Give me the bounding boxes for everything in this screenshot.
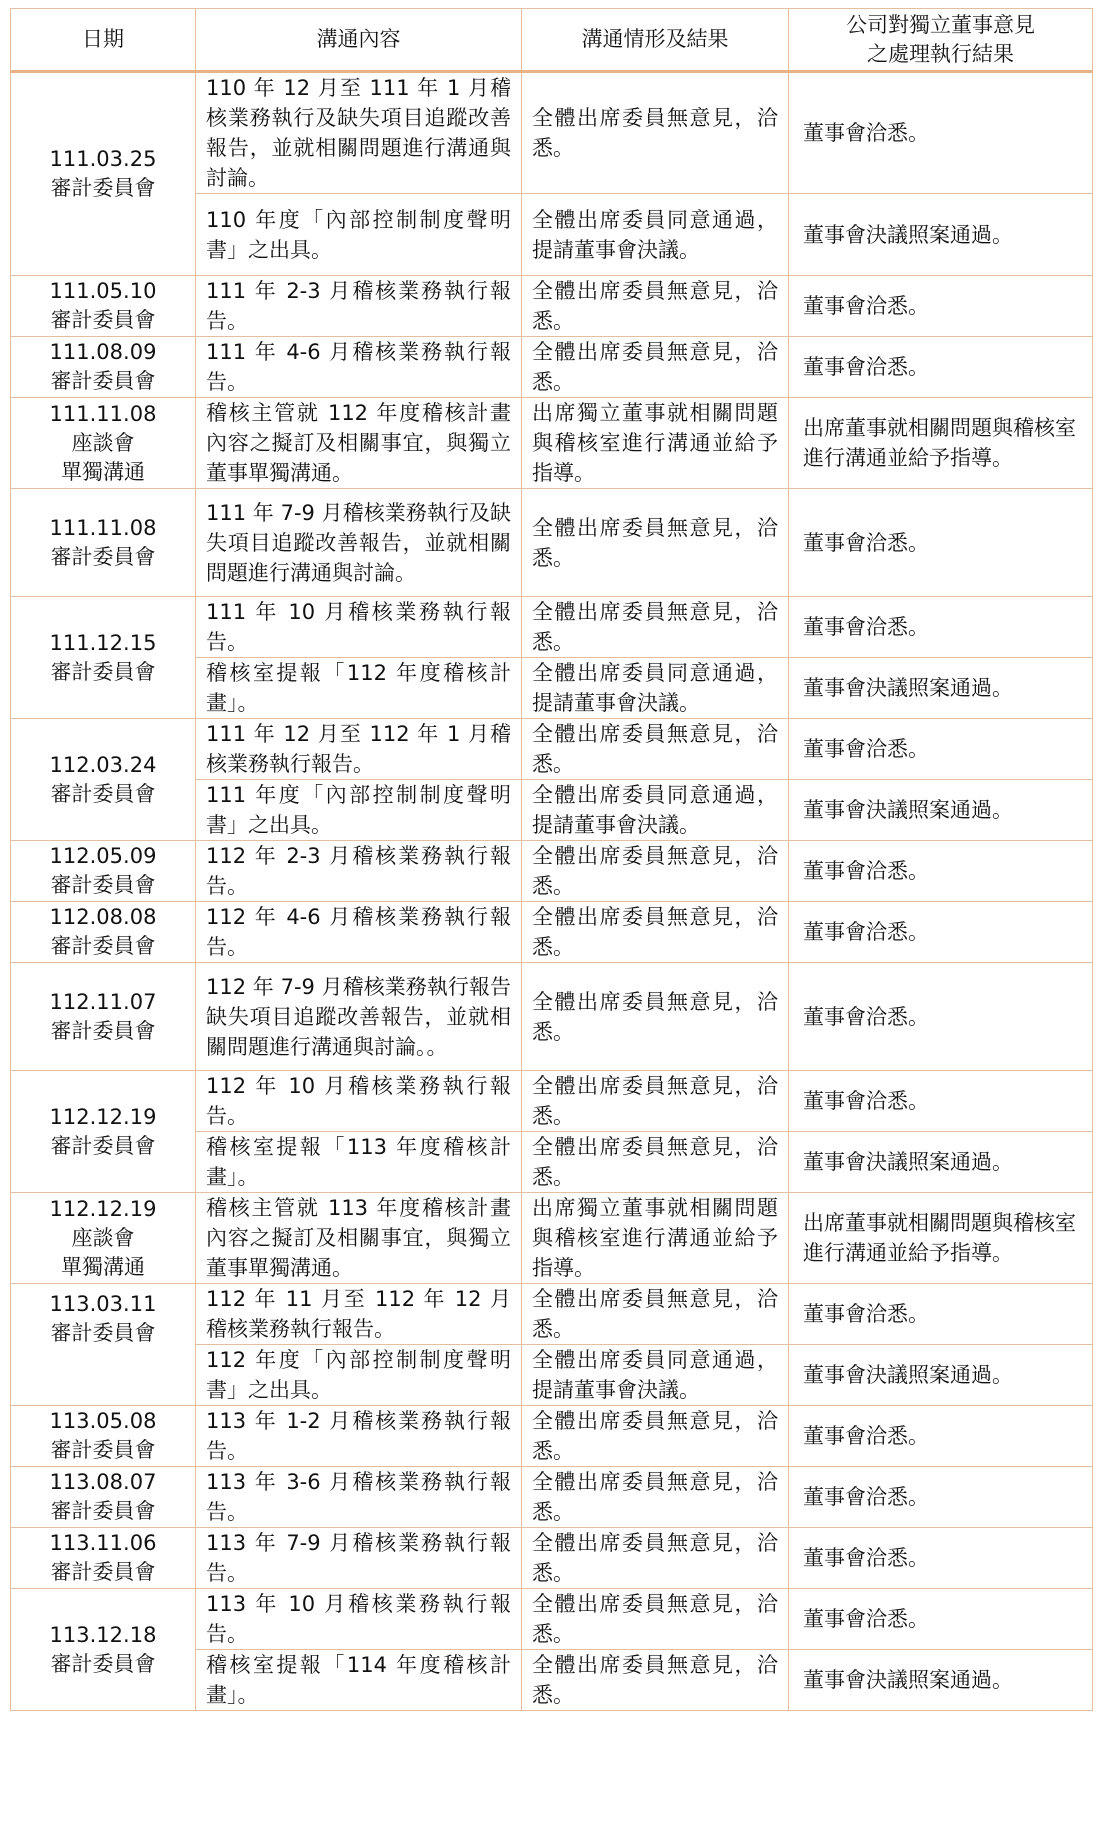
result-cell: 董事會洽悉。 (789, 902, 1093, 963)
table-row (11, 489, 1093, 597)
content-cell: 113 年 7-9 月稽核業務執行報告。 (196, 1528, 522, 1589)
meeting-date: 112.11.07 (49, 989, 157, 1014)
meeting-type: 審計委員會 (50, 781, 156, 806)
status-cell: 全體出席委員無意見，洽悉。 (522, 72, 789, 194)
result-cell: 董事會洽悉。 (789, 489, 1093, 597)
meeting-type: 審計委員會 (50, 1133, 156, 1158)
result-cell: 董事會洽悉。 (789, 1467, 1093, 1528)
table-row (11, 841, 1093, 902)
result-cell: 董事會決議照案通過。 (789, 1132, 1093, 1193)
date-cell (11, 597, 196, 719)
date-cell (11, 1193, 196, 1284)
table-row (11, 1071, 1093, 1132)
status-cell: 全體出席委員同意通過，提請董事會決議。 (522, 1345, 789, 1406)
content-cell: 稽核室提報「114 年度稽核計畫」。 (196, 1650, 522, 1711)
meeting-date: 111.03.25 (49, 147, 157, 171)
content-cell: 112 年 2-3 月稽核業務執行報告。 (196, 841, 522, 902)
meeting-subtype: 單獨溝通 (61, 1254, 145, 1279)
table-row (11, 1589, 1093, 1650)
meeting-type: 審計委員會 (50, 1651, 156, 1676)
status-cell: 全體出席委員無意見，洽悉。 (522, 489, 789, 597)
meeting-date: 112.08.08 (49, 905, 157, 929)
result-cell: 董事會決議照案通過。 (789, 1650, 1093, 1711)
status-cell: 全體出席委員無意見，洽悉。 (522, 337, 789, 398)
status-cell: 全體出席委員無意見，洽悉。 (522, 276, 789, 337)
header-row (11, 9, 1093, 72)
meeting-type: 審計委員會 (50, 176, 156, 200)
date-cell (11, 719, 196, 841)
result-cell: 董事會洽悉。 (789, 1284, 1093, 1345)
content-cell: 稽核主管就 113 年度稽核計畫內容之擬訂及相關事宜，與獨立董事單獨溝通。 (196, 1193, 522, 1284)
table-header (11, 9, 1093, 72)
date-cell (11, 276, 196, 337)
meeting-date: 113.11.06 (49, 1531, 157, 1555)
table-body (11, 72, 1093, 1711)
result-cell: 董事會洽悉。 (789, 72, 1093, 194)
meeting-date: 111.11.08 (49, 515, 157, 540)
content-cell: 113 年 1-2 月稽核業務執行報告。 (196, 1406, 522, 1467)
content-cell: 稽核室提報「113 年度稽核計畫」。 (196, 1132, 522, 1193)
result-cell: 董事會洽悉。 (789, 841, 1093, 902)
table-row (11, 276, 1093, 337)
content-cell: 111 年 10 月稽核業務執行報告。 (196, 597, 522, 658)
result-cell: 董事會決議照案通過。 (789, 1345, 1093, 1406)
status-cell: 全體出席委員同意通過，提請董事會決議。 (522, 658, 789, 719)
content-cell: 112 年 10 月稽核業務執行報告。 (196, 1071, 522, 1132)
status-cell: 全體出席委員無意見，洽悉。 (522, 1406, 789, 1467)
date-cell (11, 72, 196, 276)
date-cell (11, 1406, 196, 1467)
date-cell (11, 1467, 196, 1528)
table-row (11, 337, 1093, 398)
date-cell (11, 337, 196, 398)
meeting-type: 審計委員會 (50, 873, 156, 897)
meeting-date: 112.12.19 (49, 1196, 157, 1221)
result-cell: 董事會洽悉。 (789, 1071, 1093, 1132)
content-cell: 111 年 4-6 月稽核業務執行報告。 (196, 337, 522, 398)
content-cell: 110 年度「內部控制制度聲明書」之出具。 (196, 194, 522, 276)
status-cell: 全體出席委員無意見，洽悉。 (522, 1528, 789, 1589)
document-page (10, 8, 1092, 1711)
date-cell (11, 1284, 196, 1406)
meeting-date: 111.12.15 (49, 630, 157, 655)
table-row (11, 597, 1093, 658)
content-cell: 112 年 11 月至 112 年 12 月稽核業務執行報告。 (196, 1284, 522, 1345)
meeting-subtype: 單獨溝通 (61, 459, 145, 484)
meeting-date: 113.08.07 (49, 1470, 157, 1494)
status-cell: 全體出席委員無意見，洽悉。 (522, 1467, 789, 1528)
status-cell: 全體出席委員無意見，洽悉。 (522, 1650, 789, 1711)
meeting-date: 111.05.10 (49, 279, 157, 303)
table-row (11, 1193, 1093, 1284)
status-cell: 全體出席委員無意見，洽悉。 (522, 902, 789, 963)
result-cell: 董事會洽悉。 (789, 963, 1093, 1071)
content-cell: 113 年 3-6 月稽核業務執行報告。 (196, 1467, 522, 1528)
header-date: 日期 (11, 9, 196, 72)
date-cell (11, 489, 196, 597)
status-cell: 全體出席委員無意見，洽悉。 (522, 719, 789, 780)
content-cell: 111 年 7-9 月稽核業務執行及缺失項目追蹤改善報告，並就相關問題進行溝通與討論。 (196, 489, 522, 597)
table-row (11, 963, 1093, 1071)
meeting-type: 審計委員會 (50, 544, 156, 569)
status-cell: 全體出席委員無意見，洽悉。 (522, 1589, 789, 1650)
meeting-date: 111.11.08 (49, 401, 157, 426)
status-cell: 全體出席委員無意見，洽悉。 (522, 1284, 789, 1345)
result-cell: 董事會洽悉。 (789, 597, 1093, 658)
status-cell: 全體出席委員同意通過，提請董事會決議。 (522, 780, 789, 841)
result-cell: 董事會洽悉。 (789, 719, 1093, 780)
header-result (789, 9, 1093, 72)
table-row (11, 719, 1093, 780)
content-cell: 稽核室提報「112 年度稽核計畫」。 (196, 658, 522, 719)
content-cell: 111 年 12 月至 112 年 1 月稽核業務執行報告。 (196, 719, 522, 780)
date-cell (11, 1589, 196, 1711)
meeting-type: 審計委員會 (50, 659, 156, 684)
header-result-line-1: 公司對獨立董事意見 (846, 12, 1035, 37)
meeting-type: 審計委員會 (50, 934, 156, 958)
date-cell (11, 1071, 196, 1193)
meeting-type: 審計委員會 (50, 1499, 156, 1523)
status-cell: 全體出席委員無意見，洽悉。 (522, 1132, 789, 1193)
meeting-type: 審計委員會 (50, 1438, 156, 1462)
status-cell: 全體出席委員無意見，洽悉。 (522, 1071, 789, 1132)
meeting-type: 審計委員會 (50, 1018, 156, 1043)
header-status: 溝通情形及結果 (522, 9, 789, 72)
table-row (11, 1284, 1093, 1345)
meeting-date: 113.03.11 (49, 1292, 157, 1316)
result-cell: 董事會決議照案通過。 (789, 780, 1093, 841)
table-row (11, 1406, 1093, 1467)
result-cell: 董事會決議照案通過。 (789, 658, 1093, 719)
table-row (11, 1467, 1093, 1528)
header-result-line-2: 之處理執行結果 (867, 41, 1014, 66)
meeting-date: 111.08.09 (49, 340, 157, 364)
status-cell: 出席獨立董事就相關問題與稽核室進行溝通並給予指導。 (522, 1193, 789, 1284)
result-cell: 董事會洽悉。 (789, 1406, 1093, 1467)
status-cell: 全體出席委員無意見，洽悉。 (522, 597, 789, 658)
meeting-date: 112.05.09 (49, 844, 157, 868)
date-cell (11, 841, 196, 902)
result-cell: 董事會洽悉。 (789, 276, 1093, 337)
meeting-date: 112.03.24 (49, 752, 157, 777)
meeting-type: 座談會 (71, 1225, 135, 1250)
date-cell (11, 398, 196, 489)
table-row (11, 902, 1093, 963)
date-cell (11, 902, 196, 963)
result-cell: 董事會洽悉。 (789, 1528, 1093, 1589)
content-cell: 112 年度「內部控制制度聲明書」之出具。 (196, 1345, 522, 1406)
content-cell: 111 年 2-3 月稽核業務執行報告。 (196, 276, 522, 337)
meeting-date: 113.05.08 (49, 1409, 157, 1433)
result-cell: 出席董事就相關問題與稽核室進行溝通並給予指導。 (789, 398, 1093, 489)
table-row (11, 1528, 1093, 1589)
meeting-type: 審計委員會 (50, 308, 156, 332)
table-row (11, 398, 1093, 489)
result-cell: 董事會洽悉。 (789, 1589, 1093, 1650)
meeting-date: 112.12.19 (49, 1104, 157, 1129)
result-cell: 出席董事就相關問題與稽核室進行溝通並給予指導。 (789, 1193, 1093, 1284)
meeting-type: 座談會 (71, 430, 135, 455)
status-cell: 全體出席委員無意見，洽悉。 (522, 841, 789, 902)
content-cell: 111 年度「內部控制制度聲明書」之出具。 (196, 780, 522, 841)
status-cell: 全體出席委員無意見，洽悉。 (522, 963, 789, 1071)
content-cell: 113 年 10 月稽核業務執行報告。 (196, 1589, 522, 1650)
result-cell: 董事會洽悉。 (789, 337, 1093, 398)
content-cell: 110 年 12 月至 111 年 1 月稽核業務執行及缺失項目追蹤改善報告，並就相關問題進行溝通與討論。 (196, 72, 522, 194)
header-content: 溝通內容 (196, 9, 522, 72)
content-cell: 112 年 4-6 月稽核業務執行報告。 (196, 902, 522, 963)
meeting-type: 審計委員會 (50, 1321, 156, 1345)
table-row (11, 72, 1093, 194)
communication-table (10, 8, 1093, 1711)
meeting-type: 審計委員會 (50, 1560, 156, 1584)
meeting-type: 審計委員會 (50, 369, 156, 393)
status-cell: 出席獨立董事就相關問題與稽核室進行溝通並給予指導。 (522, 398, 789, 489)
result-cell: 董事會決議照案通過。 (789, 194, 1093, 276)
date-cell (11, 963, 196, 1071)
content-cell: 稽核主管就 112 年度稽核計畫內容之擬訂及相關事宜，與獨立董事單獨溝通。 (196, 398, 522, 489)
meeting-date: 113.12.18 (49, 1622, 157, 1647)
status-cell: 全體出席委員同意通過，提請董事會決議。 (522, 194, 789, 276)
date-cell (11, 1528, 196, 1589)
content-cell: 112 年 7-9 月稽核業務執行報告缺失項目追蹤改善報告，並就相關問題進行溝通與討論。。 (196, 963, 522, 1071)
